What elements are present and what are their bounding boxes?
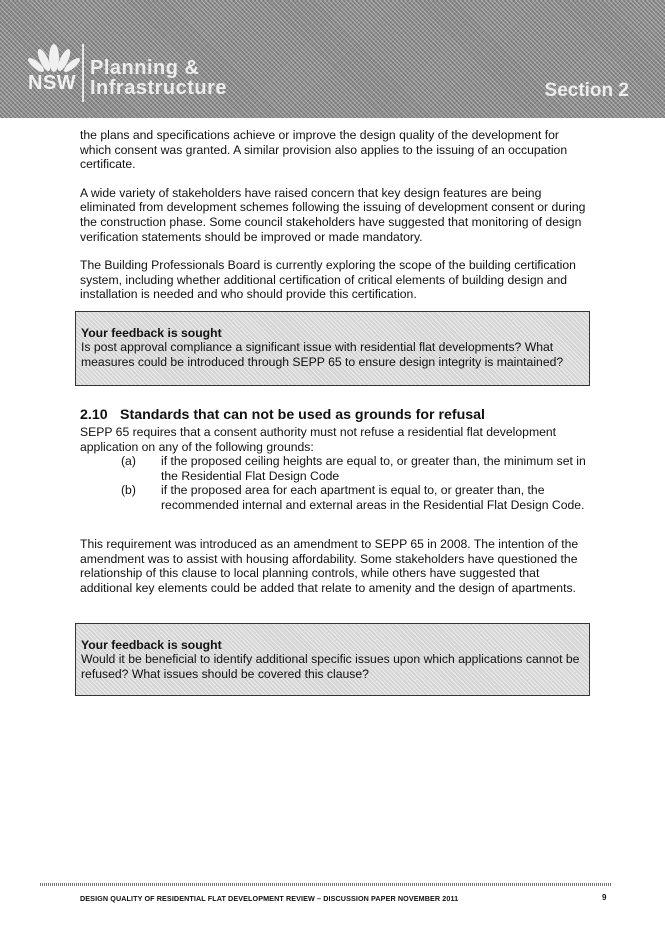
brand-line-2: Infrastructure bbox=[90, 77, 228, 99]
brand-name bbox=[90, 58, 227, 98]
section-body bbox=[80, 425, 590, 513]
list-item-label: (b) bbox=[121, 483, 136, 498]
section-number: 2.10 bbox=[80, 407, 108, 423]
section-label: Section 2 bbox=[544, 80, 629, 101]
paragraph: This requirement was introduced as an amendment to SEPP 65 in 2008. The intention of the amendment was to assist with housing affordability. Some stakeholders have questioned the relationship of this clause to local planning controls, while others have suggested that additional key elements could be added that relate to amenity and the design of apartments. bbox=[80, 537, 579, 595]
header-banner bbox=[0, 0, 665, 118]
grounds-list bbox=[80, 454, 590, 512]
intro-text bbox=[80, 128, 590, 316]
feedback-box-1 bbox=[75, 311, 590, 386]
section-closing bbox=[80, 537, 590, 595]
page-number: 9 bbox=[602, 893, 607, 902]
list-item-text: if the proposed area for each apartment is equal to, or greater than, the recommended internal and external areas in the Residential Flat Design Code. bbox=[161, 483, 585, 512]
feedback-heading: Your feedback is sought bbox=[81, 326, 222, 340]
logo-divider bbox=[82, 44, 84, 102]
paragraph: A wide variety of stakeholders have raised concern that key design features are being eliminated from development schemes following the issuing of development consent or during the construction phase. Some council stakeholders have suggested that monitoring of design verification statements should be improved or made mandatory. bbox=[80, 185, 586, 244]
paragraph: the plans and specifications achieve or improve the design quality of the development for which consent was granted. A similar provision also applies to the issuing of an occupation certificate. bbox=[80, 128, 568, 172]
section-title: Standards that can not be used as grounds for refusal bbox=[120, 407, 485, 423]
footer-divider bbox=[40, 883, 612, 886]
brand-line-1: Planning & bbox=[90, 57, 200, 79]
section-intro: SEPP 65 requires that a consent authority must not refuse a residential flat development application on any of the following grounds: bbox=[80, 425, 557, 454]
paragraph: The Building Professionals Board is currently exploring the scope of the building certification system, including whether additional certification of critical elements of building design and installation is needed and who should provide this certification. bbox=[80, 258, 576, 302]
list-item bbox=[80, 454, 590, 483]
feedback-question: Would it be beneficial to identify additional specific issues upon which applications cannot be refused? What issues should be covered this clause? bbox=[81, 652, 580, 681]
feedback-heading: Your feedback is sought bbox=[81, 638, 222, 652]
list-item-text: if the proposed ceiling heights are equal to, or greater than, the minimum set in the Residential Flat Design Code bbox=[161, 454, 586, 483]
feedback-question: Is post approval compliance a significant issue with residential flat developments? What measures could be introduced through SEPP 65 to ensure design integrity is maintained? bbox=[81, 340, 564, 369]
section-heading bbox=[80, 407, 485, 423]
feedback-box-2 bbox=[75, 623, 590, 696]
list-item bbox=[80, 483, 590, 512]
list-item-label: (a) bbox=[121, 454, 136, 469]
footer-title: DESIGN QUALITY OF RESIDENTIAL FLAT DEVELOPMENT REVIEW – DISCUSSION PAPER NOVEMBER 2011 bbox=[80, 894, 459, 903]
nsw-logo-text: NSW bbox=[28, 72, 77, 94]
